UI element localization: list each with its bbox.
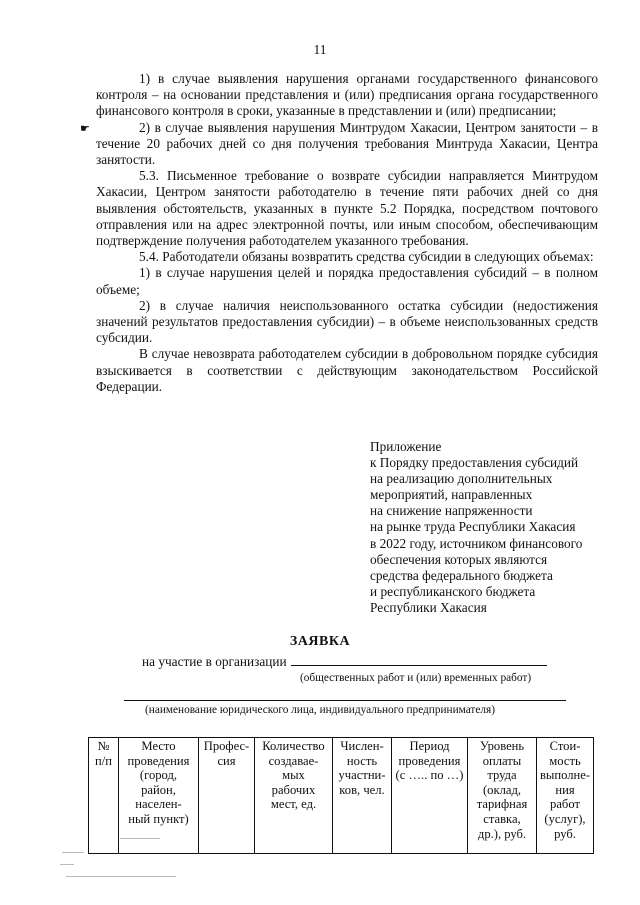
- scan-artifact: [62, 852, 84, 853]
- form-title: ЗАЯВКА: [289, 634, 351, 649]
- appendix-line: на рынке труда Республики Хакасия: [370, 519, 576, 535]
- participation-row: [142, 652, 547, 670]
- header-cell-jobs-count: Количество создавае- мых рабочих мест, ед.: [255, 738, 333, 854]
- header-cell-cost: Стои- мость выполне- ния работ (услуг), руб.: [537, 738, 594, 854]
- appendix-line: Республики Хакасия: [370, 599, 487, 615]
- scan-artifact: [120, 838, 160, 839]
- scan-artifact: [60, 864, 74, 865]
- table-header-row: [89, 738, 594, 854]
- participation-label: на участие в организации: [142, 654, 287, 669]
- participation-caption: (общественных работ и (или) временных работ): [300, 672, 532, 684]
- page-number: 11: [313, 42, 327, 57]
- paragraph: 5.3. Письменное требование о возврате субсидии направляется Минтрудом Хакасии, Центром занятости работодателю в течение пяти рабочих дней со дня выявления обстоятельств, указанных в пункте 5.2 Порядка, посредством почтового отправления или на адрес электронной почты, или иным способом, обеспечивающим подтверждение получения работодателем указанного требования.: [96, 168, 598, 249]
- appendix-line: на реализацию дополнительных: [370, 471, 553, 487]
- header-cell-pay-level: Уровень оплаты труда (оклад, тарифная ставка, др.), руб.: [468, 738, 537, 854]
- appendix-line: к Порядку предоставления субсидий: [370, 455, 579, 471]
- paragraph: 1) в случае выявления нарушения органами государственного финансового контроля – на основании представления и (или) предписания органа государственного финансового контроля в сроки, указанные в представлении и (или) предписании;: [96, 71, 598, 119]
- paragraph: 2) в случае наличия неиспользованного остатка субсидии (недостижения значений результатов предоставления субсидии) – в объеме неиспользованных средств субсидии.: [96, 297, 598, 346]
- appendix-line: и республиканского бюджета: [370, 583, 536, 599]
- appendix-line: на снижение напряженности: [370, 503, 533, 519]
- margin-pointer-icon: ☛: [80, 123, 90, 135]
- appendix-line: в 2022 году, источником финансового: [370, 535, 583, 551]
- appendix-line: обеспечения которых являются: [370, 551, 548, 567]
- header-cell-participants: Числен- ность участни- ков, чел.: [333, 738, 392, 854]
- appendix-line: мероприятий, направленных: [370, 487, 533, 503]
- paragraph: В случае невозврата работодателем субсидии в добровольном порядке субсидия взыскивается в соответствии с действующим законодательством Российской Федерации.: [96, 346, 598, 394]
- participation-blank-line: [291, 652, 547, 666]
- scan-artifact: [66, 876, 176, 877]
- application-table: [88, 737, 594, 854]
- header-cell-location: Место проведения (город, район, населен- ный пункт): [119, 738, 199, 854]
- entity-name-caption: (наименование юридического лица, индивидуального предпринимателя): [145, 704, 495, 716]
- paragraph: 5.4. Работодатели обязаны возвратить средства субсидии в следующих объемах:: [139, 249, 594, 265]
- paragraph: 1) в случае нарушения целей и порядка предоставления субсидий – в полном объеме;: [96, 265, 598, 297]
- body-text: [96, 71, 598, 395]
- entity-name-blank-line: [124, 700, 566, 701]
- appendix-block: [370, 439, 620, 616]
- appendix-line: средства федерального бюджета: [370, 567, 553, 583]
- header-cell-profession: Профес- сия: [199, 738, 255, 854]
- header-cell-period: Период проведения (с ….. по …): [392, 738, 468, 854]
- appendix-line: Приложение: [370, 439, 442, 454]
- paragraph: 2) в случае выявления нарушения Минтрудом Хакасии, Центром занятости – в течение 20 рабочих дней со дня получения требования Минтруда Хакасии, Центра занятости.: [96, 119, 598, 168]
- header-cell-number: № п/п: [89, 738, 119, 854]
